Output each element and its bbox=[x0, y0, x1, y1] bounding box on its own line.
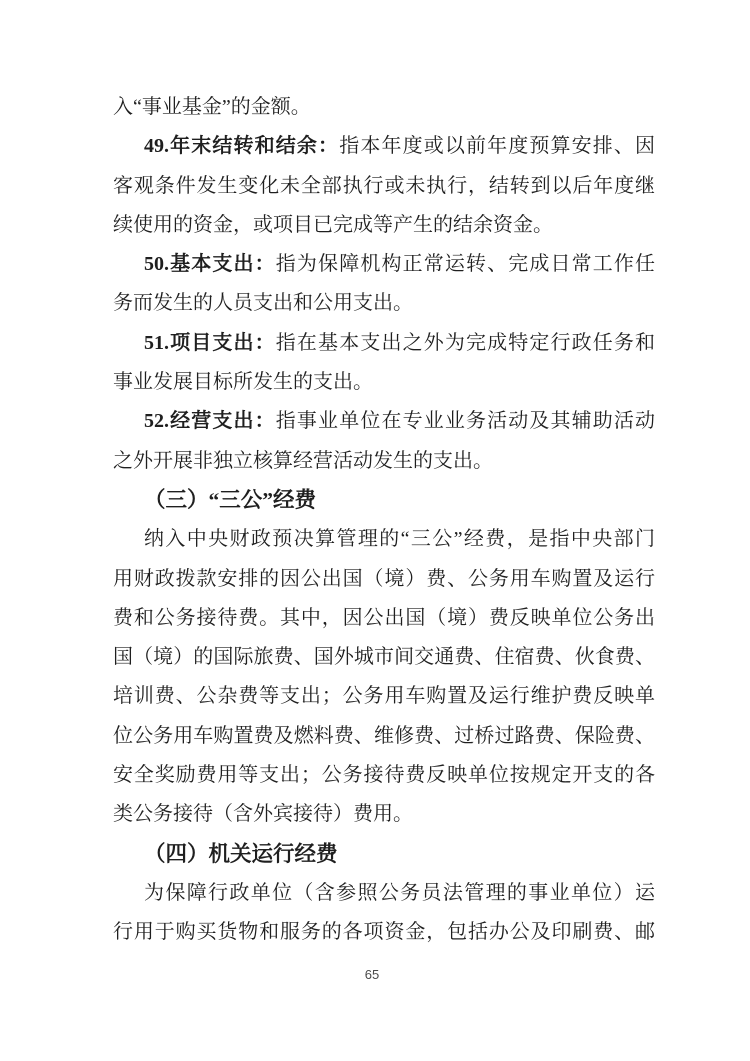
text-line bbox=[113, 874, 655, 913]
text-line bbox=[113, 324, 655, 363]
body-text: 续使用的资金，或项目已完成等产生的结余资金。 bbox=[113, 213, 553, 236]
text-line bbox=[113, 284, 655, 323]
text-line bbox=[113, 717, 655, 756]
text-line bbox=[113, 206, 655, 245]
term-label: （四）机关运行经费 bbox=[144, 841, 338, 866]
document-body bbox=[113, 88, 655, 953]
text-line bbox=[113, 599, 655, 638]
body-text: 入“事业基金”的金额。 bbox=[113, 96, 311, 118]
body-text: 务而发生的人员支出和公用支出。 bbox=[113, 292, 413, 315]
body-text: 指事业单位在专业业务活动及其辅助活动 bbox=[275, 410, 655, 433]
section-heading bbox=[113, 481, 655, 520]
text-line bbox=[113, 167, 655, 206]
text-line bbox=[113, 402, 655, 441]
text-line bbox=[113, 88, 655, 127]
text-line bbox=[113, 795, 655, 834]
body-text: 指为保障机构正常运转、完成日常工作任 bbox=[275, 253, 655, 276]
term-label: 52.经营支出： bbox=[144, 410, 276, 433]
body-text: 类公务接待（含外宾接待）费用。 bbox=[113, 803, 413, 826]
text-line bbox=[113, 245, 655, 284]
text-line bbox=[113, 442, 655, 481]
term-label: （三）“三公”经费 bbox=[144, 487, 317, 512]
body-text: 事业发展目标所发生的支出。 bbox=[113, 371, 373, 394]
body-text: 之外开展非独立核算经营活动发生的支出。 bbox=[113, 449, 493, 472]
text-line bbox=[113, 127, 655, 166]
body-text: 用财政拨款安排的因公出国（境）费、公务用车购置及运行 bbox=[113, 567, 655, 590]
term-label: 49.年末结转和结余： bbox=[144, 135, 340, 158]
body-text: 客观条件发生变化未全部执行或未执行，结转到以后年度继 bbox=[113, 174, 655, 197]
text-line bbox=[113, 363, 655, 402]
text-line bbox=[113, 560, 655, 599]
section-heading bbox=[113, 835, 655, 874]
body-text: 为保障行政单位（含参照公务员法管理的事业单位）运 bbox=[144, 881, 655, 904]
page-number: 65 bbox=[364, 967, 380, 982]
body-text: 安全奖励费用等支出；公务接待费反映单位按规定开支的各 bbox=[113, 764, 655, 787]
term-label: 51.项目支出： bbox=[144, 331, 276, 354]
body-text: 指本年度或以前年度预算安排、因 bbox=[339, 135, 655, 158]
body-text: 国（境）的国际旅费、国外城市间交通费、住宿费、伙食费、 bbox=[113, 646, 655, 669]
body-text: 位公务用车购置费及燃料费、维修费、过桥过路费、保险费、 bbox=[113, 724, 655, 747]
text-line bbox=[113, 756, 655, 795]
text-line bbox=[113, 677, 655, 716]
body-text: 行用于购买货物和服务的各项资金，包括办公及印刷费、邮 bbox=[113, 921, 655, 944]
body-text: 指在基本支出之外为完成特定行政任务和 bbox=[275, 331, 655, 354]
text-line bbox=[113, 638, 655, 677]
body-text: 培训费、公杂费等支出；公务用车购置及运行维护费反映单 bbox=[113, 685, 655, 708]
body-text: 纳入中央财政预决算管理的“三公”经费，是指中央部门 bbox=[144, 528, 655, 551]
body-text: 费和公务接待费。其中，因公出国（境）费反映单位公务出 bbox=[113, 606, 655, 629]
text-line bbox=[113, 520, 655, 559]
text-line bbox=[113, 913, 655, 952]
term-label: 50.基本支出： bbox=[144, 253, 276, 276]
